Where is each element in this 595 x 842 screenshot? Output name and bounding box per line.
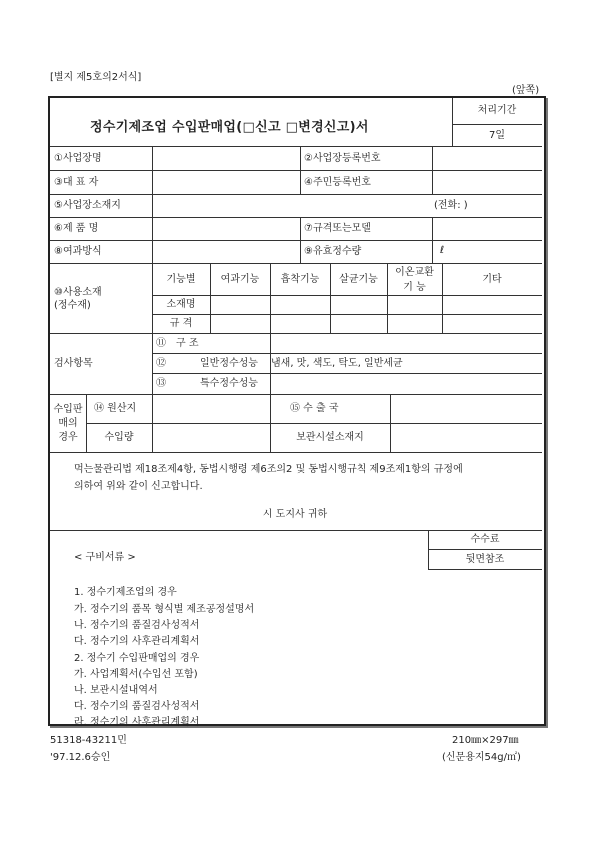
resident-reg-no-label: ④주민등록번호: [304, 177, 371, 188]
approval-date: '97.12.6승인: [50, 752, 111, 763]
storage-location-label: 보관시설소재지: [296, 432, 364, 443]
export-country-label: ⑮ 수 출 국: [290, 403, 339, 414]
paper-size: 210㎜×297㎜: [452, 735, 519, 746]
phone-label: (전화: ): [434, 200, 468, 211]
product-name-label: ⑥제 품 명: [54, 223, 99, 234]
documents-line: 1. 정수기제조업의 경우: [74, 587, 177, 598]
material-header-ion-exchange-sub: 기 능: [403, 282, 426, 293]
paper-type: (신문용지54g/㎡): [442, 752, 521, 763]
material-row-spec: 규 격: [169, 318, 193, 329]
documents-line: 가. 사업계획서(수입선 포함): [74, 669, 198, 680]
inspection-no-12: ⑫: [156, 358, 166, 369]
import-label-line1: 수입판: [53, 404, 83, 415]
business-name-label: ①사업장명: [54, 153, 102, 164]
material-header-other: 기타: [482, 274, 502, 285]
documents-line: 가. 정수기의 품목 형식별 제조공정설명서: [74, 604, 255, 615]
material-label-sub: (정수재): [54, 300, 91, 311]
representative-label: ③대 표 자: [54, 177, 99, 188]
inspection-no-11: ⑪: [156, 338, 166, 349]
material-row-name: 소재명: [166, 299, 196, 310]
import-label-line2: 매의: [58, 418, 78, 429]
spec-model-label: ⑦규격또는모델: [304, 223, 371, 234]
documents-line: 나. 정수기의 품질검사성적서: [74, 620, 200, 631]
liter-unit: ℓ: [440, 245, 445, 256]
form-code: 51318-43211민: [50, 735, 127, 746]
documents-line: 다. 정수기의 품질검사성적서: [74, 701, 200, 712]
inspection-label: 검사항목: [54, 358, 93, 369]
inspection-general-value: 냄새, 맛, 색도, 탁도, 일반세균: [271, 358, 403, 369]
material-header-sterilization: 살균기능: [339, 274, 378, 285]
inspection-special-label: 특수정수성능: [200, 378, 258, 389]
origin-label: ⑭ 원산지: [94, 403, 137, 414]
import-label-line3: 경우: [58, 432, 78, 443]
form-number: [별지 제5호의2서식]: [50, 72, 142, 83]
fee-label: 수수료: [470, 534, 500, 545]
inspection-structure-label: 구 조: [176, 338, 199, 349]
material-header-adsorption: 흡착기능: [280, 274, 320, 285]
processing-period-label: 처리기간: [477, 105, 517, 116]
filtration-method-label: ⑧여과방식: [54, 246, 102, 257]
statement-line-1: 먹는물관리법 제18조제4항, 동법시행령 제6조의2 및 동법시행규칙 제9조제1항의 규정에: [74, 464, 463, 475]
fee-value: 뒷면참조: [465, 554, 505, 565]
import-amount-label: 수입량: [104, 432, 134, 443]
documents-line: 2. 정수기 수입판매업의 경우: [74, 653, 200, 664]
processing-period-value: 7일: [488, 130, 506, 141]
material-header-ion-exchange: 이온교환: [395, 267, 434, 278]
form-title: 정수기제조업 수입판매업(□신고 □변경신고)서: [90, 120, 369, 135]
front-side-label: (앞쪽): [512, 85, 540, 96]
material-header-filtration: 여과기능: [220, 274, 260, 285]
material-header-function: 기능별: [166, 274, 196, 285]
documents-header: < 구비서류 >: [74, 552, 136, 563]
documents-line: 라. 정수기의 사후관리계획서: [74, 717, 200, 728]
business-address-label: ⑤사업장소재지: [54, 200, 121, 211]
water-output-label: ⑨유효정수량: [304, 246, 362, 257]
documents-line: 나. 보관시설내역서: [74, 685, 158, 696]
statement-line-2: 의하여 위와 같이 신고합니다.: [74, 481, 203, 492]
material-label: ⑩사용소재: [54, 287, 102, 298]
inspection-general-label: 일반정수성능: [200, 358, 258, 369]
inspection-no-13: ⑬: [156, 378, 166, 389]
documents-line: 다. 정수기의 사후관리계획서: [74, 636, 200, 647]
addressee: 시 도지사 귀하: [262, 509, 328, 520]
business-reg-no-label: ②사업장등록번호: [304, 153, 381, 164]
